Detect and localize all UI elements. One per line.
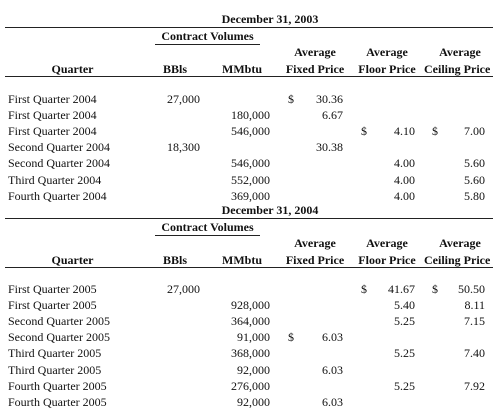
cell-quarter: First Quarter 2005 [8, 298, 97, 313]
cell-quarter: First Quarter 2005 [8, 282, 97, 296]
group-rule [155, 235, 260, 236]
cell-floor-currency: $ [361, 124, 367, 139]
cell-floor-price: 5.25 [394, 378, 415, 393]
cell-ceiling-price: 7.40 [464, 346, 485, 361]
col-fixed-line1: Average [294, 45, 336, 59]
cell-mmbtu: 276,000 [231, 378, 270, 393]
cell-quarter: Third Quarter 2005 [8, 362, 102, 377]
date-rule [5, 218, 493, 219]
cell-bbls: 27,000 [167, 92, 200, 106]
cell-ceiling-price: 5.60 [464, 172, 485, 187]
cell-mmbtu: 368,000 [231, 346, 270, 361]
cell-floor-currency: $ [361, 282, 367, 296]
cell-floor-price: 4.10 [394, 124, 415, 139]
col-floor-line2: Floor Price [358, 253, 416, 267]
cell-quarter: First Quarter 2004 [8, 92, 97, 106]
cell-fixed-currency: $ [288, 330, 294, 345]
col-quarter: Quarter [51, 253, 94, 267]
col-fixed-line1: Average [294, 236, 336, 250]
cell-quarter: Fourth Quarter 2004 [8, 188, 107, 203]
group-header: Contract Volumes [161, 220, 254, 234]
col-floor-line2: Floor Price [358, 62, 416, 76]
cell-mmbtu: 546,000 [231, 124, 270, 139]
header-rule [5, 76, 493, 77]
cell-floor-price: 5.40 [394, 298, 415, 313]
cell-floor-price: 4.00 [394, 188, 415, 203]
cell-floor-price: 4.00 [394, 172, 415, 187]
col-mmbtu: MMbtu [222, 62, 262, 76]
col-ceiling-line2: Ceiling Price [424, 253, 491, 267]
cell-fixed-price: 30.38 [316, 140, 343, 155]
section-date: December 31, 2004 [221, 203, 319, 217]
col-mmbtu: MMbtu [222, 253, 262, 267]
cell-ceiling-price: 5.60 [464, 156, 485, 171]
cell-bbls: 18,300 [167, 140, 200, 155]
cell-quarter: Third Quarter 2005 [8, 346, 102, 361]
cell-mmbtu: 91,000 [237, 330, 270, 345]
col-bbls: BBls [162, 62, 187, 76]
cell-ceiling-price: 7.15 [464, 314, 485, 329]
cell-mmbtu: 546,000 [231, 156, 270, 171]
cell-mmbtu: 180,000 [231, 108, 270, 123]
cell-quarter: First Quarter 2004 [8, 108, 97, 123]
group-header: Contract Volumes [161, 29, 254, 43]
cell-floor-price: 5.25 [394, 346, 415, 361]
col-fixed-line2: Fixed Price [285, 62, 345, 76]
cell-ceiling-currency: $ [432, 282, 438, 296]
col-floor-line1: Average [366, 45, 408, 59]
cell-quarter: First Quarter 2004 [8, 124, 97, 139]
col-bbls: BBls [162, 253, 187, 267]
date-rule [5, 27, 493, 28]
cell-ceiling-price: 7.92 [464, 378, 485, 393]
cell-floor-price: 5.25 [394, 314, 415, 329]
cell-mmbtu: 369,000 [231, 188, 270, 203]
cell-ceiling-price: 50.50 [458, 282, 485, 296]
header-rule [5, 267, 493, 268]
cell-fixed-price: 6.03 [322, 330, 343, 345]
cell-ceiling-currency: $ [432, 124, 438, 139]
cell-fixed-price: 6.03 [322, 394, 343, 409]
col-ceiling-line2: Ceiling Price [424, 62, 491, 76]
cell-mmbtu: 364,000 [231, 314, 270, 329]
col-floor-line1: Average [366, 236, 408, 250]
section-date: December 31, 2003 [221, 12, 319, 26]
col-ceiling-line1: Average [439, 45, 481, 59]
cell-bbls: 27,000 [167, 282, 200, 296]
group-rule [155, 44, 260, 45]
cell-fixed-price: 30.36 [316, 92, 343, 106]
cell-quarter: Fourth Quarter 2005 [8, 394, 107, 409]
cell-mmbtu: 92,000 [237, 362, 270, 377]
col-fixed-line2: Fixed Price [285, 253, 345, 267]
cell-fixed-price: 6.67 [322, 108, 343, 123]
col-quarter: Quarter [51, 62, 94, 76]
cell-ceiling-price: 7.00 [464, 124, 485, 139]
cell-quarter: Second Quarter 2004 [8, 140, 110, 155]
cell-quarter: Third Quarter 2004 [8, 172, 102, 187]
cell-floor-price: 4.00 [394, 156, 415, 171]
cell-ceiling-price: 5.80 [464, 188, 485, 203]
col-ceiling-line1: Average [439, 236, 481, 250]
cell-fixed-currency: $ [288, 92, 294, 106]
cell-mmbtu: 552,000 [231, 172, 270, 187]
cell-ceiling-price: 8.11 [464, 298, 485, 313]
cell-quarter: Fourth Quarter 2005 [8, 378, 107, 393]
cell-fixed-price: 6.03 [322, 362, 343, 377]
cell-quarter: Second Quarter 2005 [8, 330, 110, 345]
cell-floor-price: 41.67 [388, 282, 415, 296]
cell-quarter: Second Quarter 2004 [8, 156, 110, 171]
cell-quarter: Second Quarter 2005 [8, 314, 110, 329]
cell-mmbtu: 928,000 [231, 298, 270, 313]
cell-mmbtu: 92,000 [237, 394, 270, 409]
